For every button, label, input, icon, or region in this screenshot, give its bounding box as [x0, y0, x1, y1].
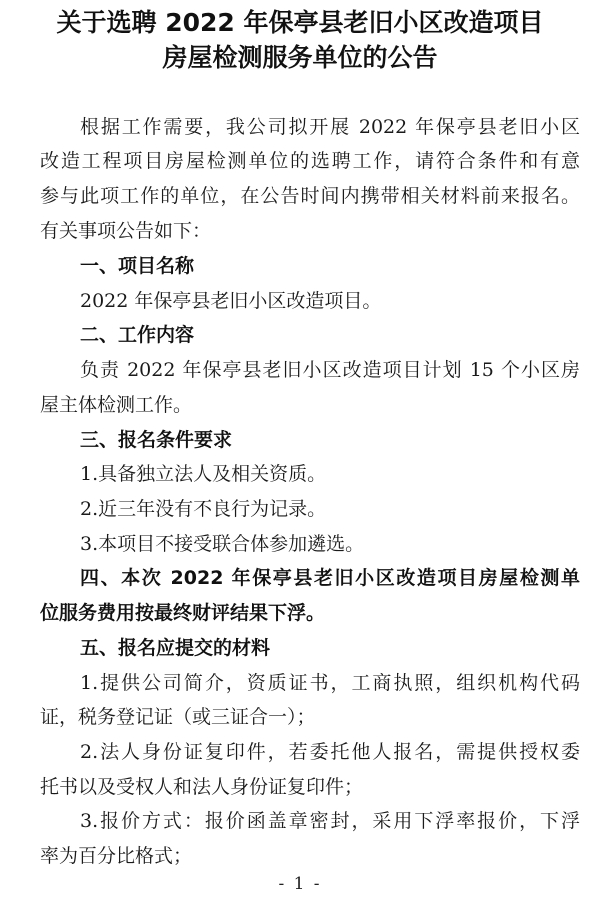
material-item: 2.法人身份证复印件，若委托他人报名，需提供授权委 — [80, 741, 580, 763]
document-title-line-2: 房屋检测服务单位的公告 — [162, 43, 438, 72]
section-heading-work-content: 二、工作内容 — [80, 324, 195, 346]
material-item: 1.提供公司简介，资质证书，工商执照，组织机构代码 — [80, 672, 580, 694]
section-heading-service-fee: 四、本次 2022 年保亭县老旧小区改造项目房屋检测单 — [80, 567, 580, 589]
page-number: - 1 - — [278, 874, 322, 894]
section-text: 负责 2022 年保亭县老旧小区改造项目计划 15 个小区房 — [80, 359, 580, 381]
intro-paragraph-line: 有关事项公告如下： — [40, 220, 212, 242]
material-item: 3.报价方式：报价函盖章密封，采用下浮率报价，下浮 — [80, 810, 580, 832]
section-text: 屋主体检测工作。 — [40, 394, 193, 416]
intro-paragraph-line: 参与此项工作的单位，在公告时间内携带相关材料前来报名。 — [40, 185, 580, 207]
intro-paragraph-line: 根据工作需要，我公司拟开展 2022 年保亭县老旧小区 — [80, 116, 580, 138]
section-heading-requirements: 三、报名条件要求 — [80, 429, 233, 451]
document-title-line-1: 关于选聘 2022 年保亭县老旧小区改造项目 — [56, 8, 544, 37]
section-text: 2022 年保亭县老旧小区改造项目。 — [80, 290, 382, 312]
material-item: 托书以及受权人和法人身份证复印件； — [40, 776, 364, 798]
section-heading-project-name: 一、项目名称 — [80, 255, 195, 277]
requirement-item: 3.本项目不接受联合体参加遴选。 — [80, 533, 365, 555]
requirement-item: 2.近三年没有不良行为记录。 — [80, 498, 327, 520]
section-heading-materials: 五、报名应提交的材料 — [80, 637, 271, 659]
section-heading-service-fee: 位服务费用按最终财评结果下浮。 — [40, 602, 326, 624]
requirement-item: 1.具备独立法人及相关资质。 — [80, 463, 327, 485]
material-item: 证，税务登记证（或三证合一）； — [40, 706, 316, 728]
material-item: 率为百分比格式； — [40, 845, 193, 867]
intro-paragraph-line: 改造工程项目房屋检测单位的选聘工作，请符合条件和有意 — [40, 150, 580, 172]
